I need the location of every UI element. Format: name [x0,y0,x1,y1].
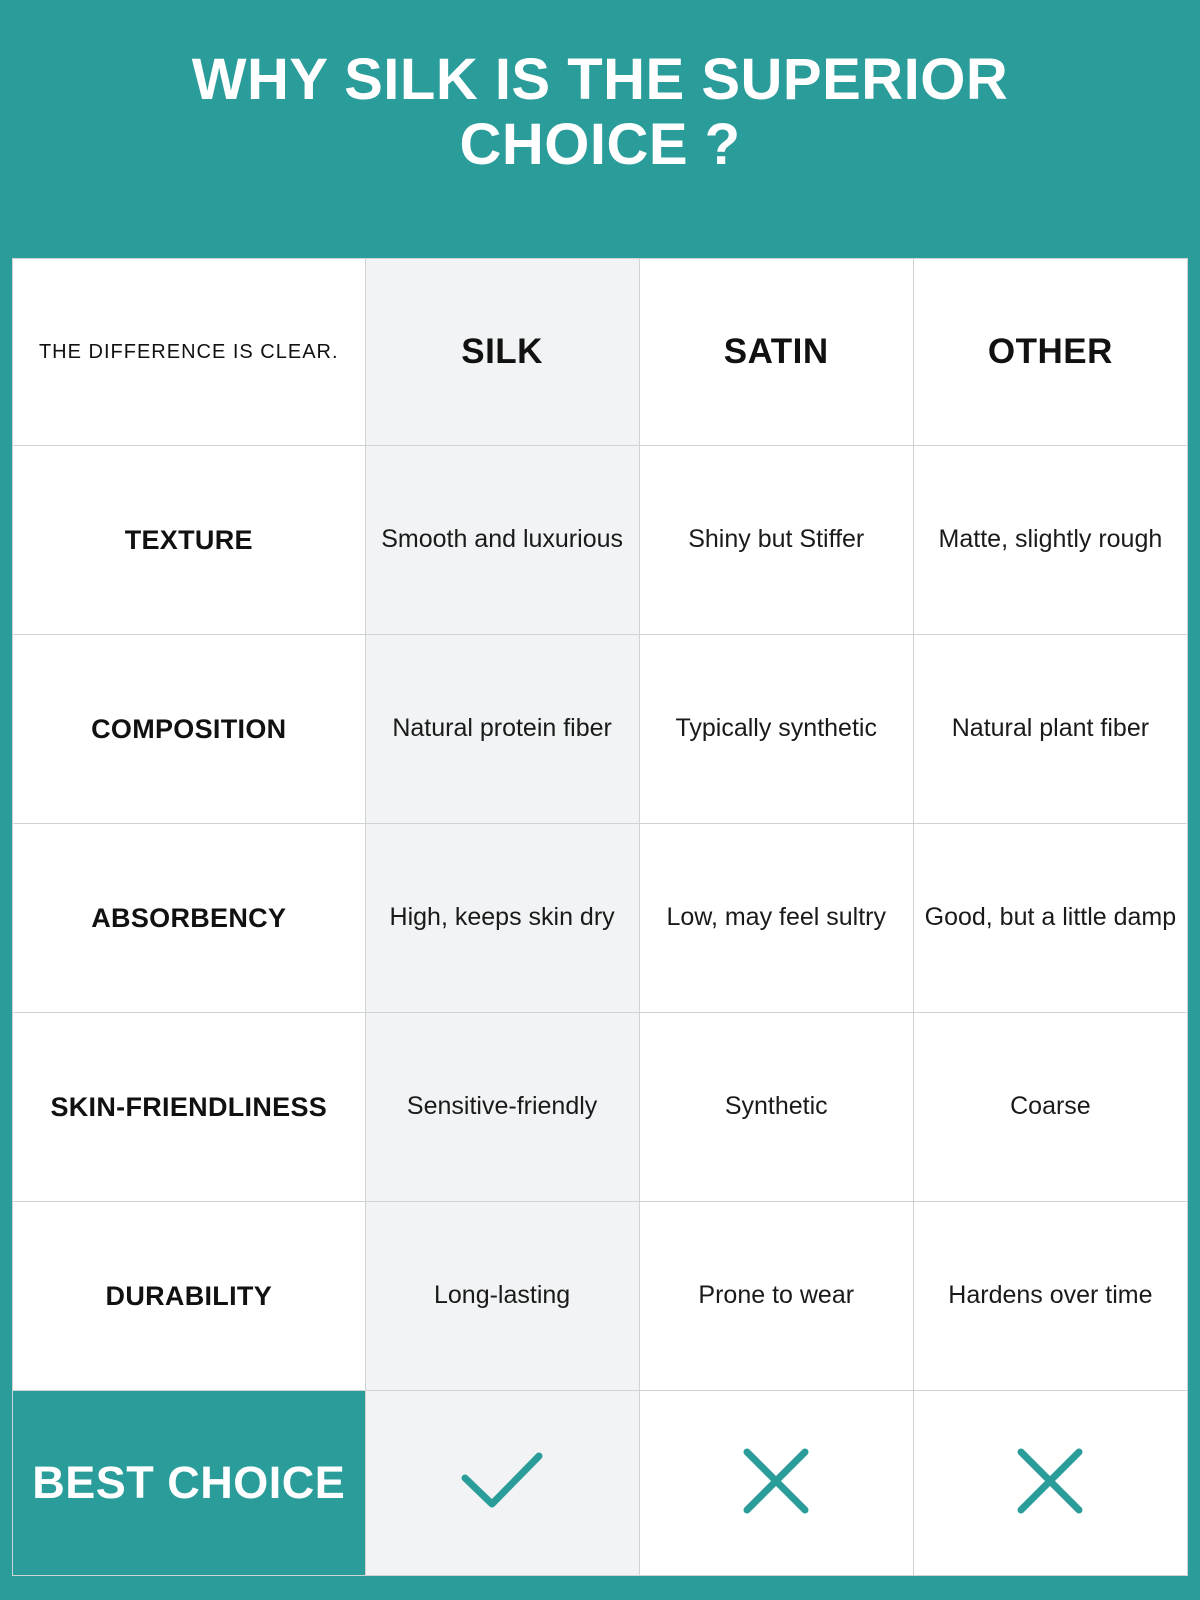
row-label-absorbency: ABSORBENCY [13,824,366,1013]
cross-icon [1013,1444,1087,1518]
cell-durability-silk: Long-lasting [365,1202,639,1391]
page-title: WHY SILK IS THE SUPERIOR CHOICE ? [191,47,1009,177]
column-header-other: OTHER [913,259,1187,446]
cell-absorbency-other: Good, but a little damp [913,824,1187,1013]
cell-skin-friendliness-other: Coarse [913,1013,1187,1202]
cell-absorbency-satin: Low, may feel sultry [639,824,913,1013]
cell-durability-satin: Prone to wear [639,1202,913,1391]
cell-composition-satin: Typically synthetic [639,635,913,824]
column-header-silk: SILK [365,259,639,446]
cell-composition-other: Natural plant fiber [913,635,1187,824]
cell-skin-friendliness-silk: Sensitive-friendly [365,1013,639,1202]
cell-skin-friendliness-satin: Synthetic [639,1013,913,1202]
corner-note: THE DIFFERENCE IS CLEAR. [13,259,366,446]
row-label-durability: DURABILITY [13,1202,366,1391]
best-choice-label: BEST CHOICE [13,1391,366,1576]
cross-icon [739,1444,813,1518]
cell-texture-other: Matte, slightly rough [913,446,1187,635]
column-header-satin: SATIN [639,259,913,446]
cell-durability-other: Hardens over time [913,1202,1187,1391]
comparison-table-container [12,258,1188,1576]
table-row [13,824,1188,1013]
row-label-composition: COMPOSITION [13,635,366,824]
row-label-texture: TEXTURE [13,446,366,635]
table-row [13,1013,1188,1202]
verdict-row [13,1391,1188,1576]
table-row [13,1202,1188,1391]
verdict-cell-satin [639,1391,913,1576]
row-label-skin-friendliness: SKIN-FRIENDLINESS [13,1013,366,1202]
cell-composition-silk: Natural protein fiber [365,635,639,824]
cell-absorbency-silk: High, keeps skin dry [365,824,639,1013]
verdict-cell-silk [365,1391,639,1576]
cell-texture-satin: Shiny but Stiffer [639,446,913,635]
header [0,0,1200,212]
table-header-row [13,259,1188,446]
comparison-table [12,258,1188,1576]
table-row [13,635,1188,824]
cell-texture-silk: Smooth and luxurious [365,446,639,635]
table-row [13,446,1188,635]
verdict-cell-other [913,1391,1187,1576]
check-icon [459,1448,545,1514]
